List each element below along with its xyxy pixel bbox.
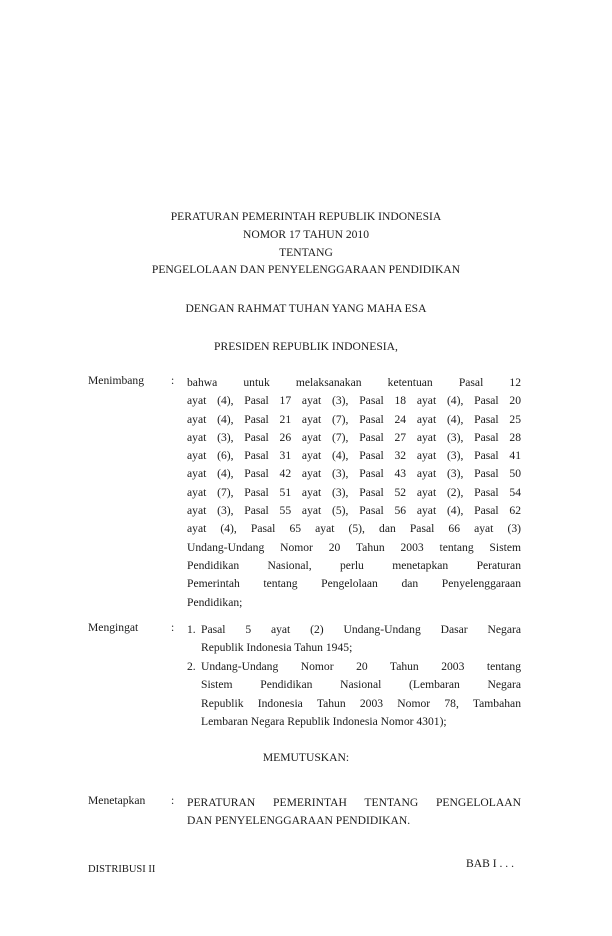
menetapkan-line: DAN PENYELENGGARAAN PENDIDIKAN.: [187, 814, 411, 828]
menimbang-line: Undang-Undang Nomor 20 Tahun 2003 tentang Sistem: [187, 540, 521, 554]
menimbang-line: ayat (7), Pasal 51 ayat (3), Pasal 52 ayat (2), Pasal 54: [187, 485, 521, 499]
menetapkan-label: Menetapkan: [88, 794, 146, 807]
next-page-marker: BAB I . . .: [466, 857, 514, 870]
menimbang-label: Menimbang: [88, 374, 145, 387]
menetapkan-colon: :: [171, 794, 175, 807]
item-line: Sistem Pendidikan Nasional (Lembaran Negara: [201, 678, 521, 692]
title-line-3: TENTANG: [279, 246, 333, 259]
menimbang-line: bahwa untuk melaksanakan ketentuan Pasal 12: [187, 376, 521, 389]
invocation: DENGAN RAHMAT TUHAN YANG MAHA ESA: [185, 302, 427, 315]
menimbang-line: ayat (4), Pasal 21 ayat (7), Pasal 24 ayat (4), Pasal 25: [187, 412, 521, 426]
mengingat-item-1: [187, 621, 521, 658]
item-line: Lembaran Negara Republik Indonesia Nomor 4301);: [201, 714, 447, 728]
menimbang-colon: :: [171, 374, 175, 387]
item-line: Undang-Undang Nomor 20 Tahun 2003 tentang: [201, 660, 521, 673]
memutuskan-heading: MEMUTUSKAN:: [262, 751, 350, 764]
item-line: Pasal 5 ayat (2) Undang-Undang Dasar Negara: [201, 623, 521, 636]
menimbang-line: ayat (4), Pasal 42 ayat (3), Pasal 43 ayat (3), Pasal 50: [187, 467, 521, 481]
item-number: 2.: [187, 660, 196, 673]
menimbang-line: ayat (4), Pasal 65 ayat (5), dan Pasal 66 ayat (3): [187, 522, 521, 536]
menimbang-text: [187, 374, 521, 612]
mengingat-label: Mengingat: [88, 621, 139, 634]
item-line: Republik Indonesia Tahun 1945;: [201, 641, 353, 655]
menimbang-line: Pendidikan;: [187, 595, 243, 609]
item-text: [201, 658, 521, 731]
menetapkan-text: [187, 794, 521, 831]
title-line-2: NOMOR 17 TAHUN 2010: [242, 228, 370, 241]
title-line-4: PENGELOLAAN DAN PENYELENGGARAAN PENDIDIKAN: [151, 263, 461, 276]
menimbang-line: Pemerintah tentang Pengelolaan dan Penyelenggaraan: [187, 577, 521, 591]
menimbang-line: ayat (3), Pasal 55 ayat (5), Pasal 56 ayat (4), Pasal 62: [187, 504, 521, 518]
item-number: 1.: [187, 623, 196, 636]
menimbang-line: ayat (6), Pasal 31 ayat (4), Pasal 32 ayat (3), Pasal 41: [187, 449, 521, 463]
item-line: Republik Indonesia Tahun 2003 Nomor 78, Tambahan: [201, 696, 521, 710]
menimbang-line: Pendidikan Nasional, perlu menetapkan Peraturan: [187, 558, 521, 572]
menimbang-line: ayat (4), Pasal 17 ayat (3), Pasal 18 ayat (4), Pasal 20: [187, 394, 521, 408]
title-line-1: PERATURAN PEMERINTAH REPUBLIK INDONESIA: [170, 210, 442, 223]
menetapkan-line: PERATURAN PEMERINTAH TENTANG PENGELOLAAN: [187, 796, 521, 809]
distribution-label: DISTRIBUSI II: [88, 864, 156, 875]
menimbang-line: ayat (3), Pasal 26 ayat (7), Pasal 27 ayat (3), Pasal 28: [187, 430, 521, 444]
mengingat-item-2: [187, 658, 521, 731]
mengingat-colon: :: [171, 621, 175, 634]
item-text: [201, 621, 521, 658]
president-heading: PRESIDEN REPUBLIK INDONESIA,: [214, 340, 398, 353]
